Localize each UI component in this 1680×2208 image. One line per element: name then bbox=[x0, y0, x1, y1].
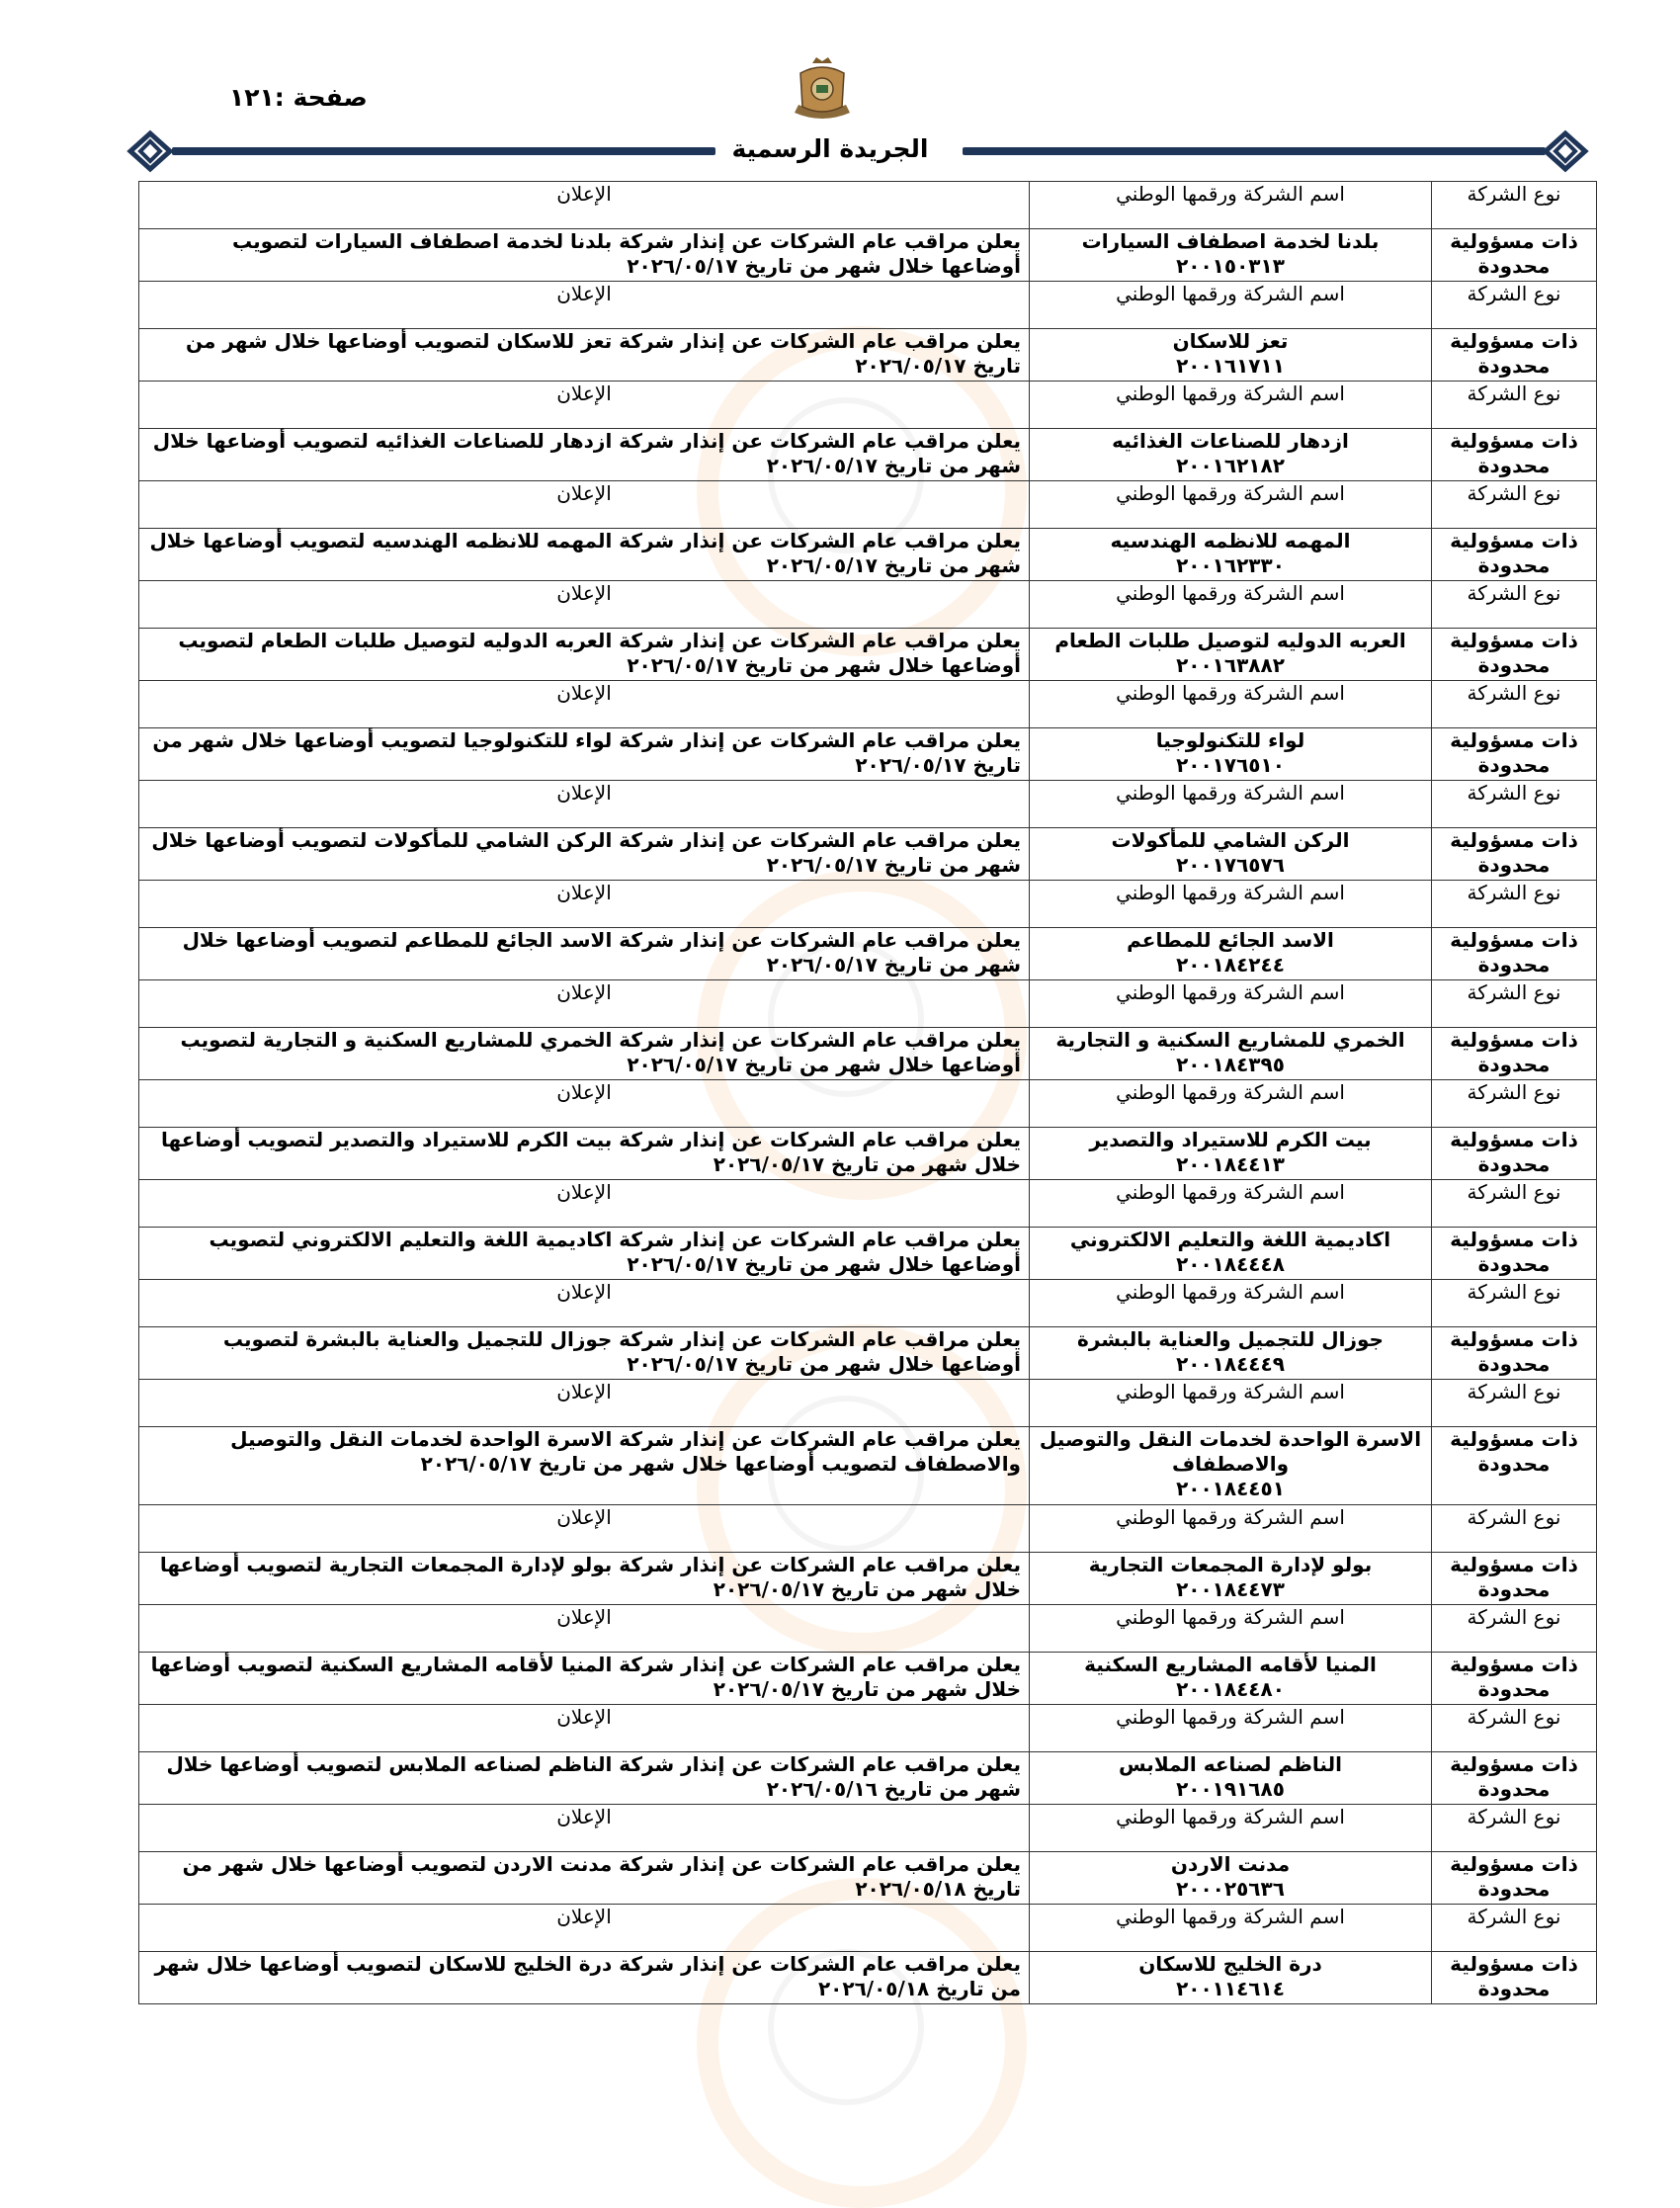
column-header-name: اسم الشركة ورقمها الوطني bbox=[1030, 881, 1432, 928]
column-header-announcement: الإعلان bbox=[139, 1705, 1030, 1752]
column-header-type: نوع الشركة bbox=[1432, 980, 1597, 1028]
column-header-type: نوع الشركة bbox=[1432, 1905, 1597, 1952]
company-name: المهمه للانظمه الهندسيه bbox=[1110, 529, 1351, 552]
column-header-announcement: الإعلان bbox=[139, 382, 1030, 429]
company-name: درة الخليج للاسكان bbox=[1138, 1952, 1322, 1976]
table-row bbox=[139, 1553, 1597, 1605]
company-type: ذات مسؤولية محدودة bbox=[1432, 1028, 1597, 1080]
table-row bbox=[139, 629, 1597, 681]
company-name-cell bbox=[1030, 828, 1432, 881]
table-row bbox=[139, 1427, 1597, 1505]
company-name: بلدنا لخدمة اصطفاف السيارات bbox=[1081, 229, 1380, 253]
company-national-id: ٢٠٠١٧٦٥١٠ bbox=[1176, 753, 1285, 777]
column-header-row bbox=[139, 881, 1597, 928]
company-type: ذات مسؤولية محدودة bbox=[1432, 1128, 1597, 1180]
column-header-type: نوع الشركة bbox=[1432, 1605, 1597, 1653]
table-row bbox=[139, 1327, 1597, 1380]
announcement-text: يعلن مراقب عام الشركات عن إنذار شركة بولو لإدارة المجمعات التجارية لتصويب أوضاعها خلال شهر من تاريخ ٢٠٢٦/٠٥/١٧ bbox=[139, 1553, 1030, 1605]
column-header-row bbox=[139, 581, 1597, 629]
company-name-cell bbox=[1030, 728, 1432, 781]
company-name: تعز للاسكان bbox=[1172, 329, 1289, 353]
column-header-announcement: الإعلان bbox=[139, 581, 1030, 629]
announcement-text: يعلن مراقب عام الشركات عن إنذار شركة العربه الدوليه لتوصيل طلبات الطعام لتصويب أوضاعها خلال شهر من تاريخ ٢٠٢٦/٠٥/١٧ bbox=[139, 629, 1030, 681]
column-header-type: نوع الشركة bbox=[1432, 182, 1597, 229]
column-header-row bbox=[139, 1280, 1597, 1327]
header-rule-right bbox=[963, 147, 1546, 155]
company-name: بولو لإدارة المجمعات التجارية bbox=[1088, 1553, 1373, 1576]
company-type: ذات مسؤولية محدودة bbox=[1432, 1852, 1597, 1905]
company-type: ذات مسؤولية محدودة bbox=[1432, 629, 1597, 681]
company-name: المنيا لأقامه المشاريع السكنية bbox=[1084, 1653, 1377, 1676]
column-header-type: نوع الشركة bbox=[1432, 1805, 1597, 1852]
column-header-name: اسم الشركة ورقمها الوطني bbox=[1030, 382, 1432, 429]
announcement-text: يعلن مراقب عام الشركات عن إنذار شركة الاسد الجائع للمطاعم لتصويب أوضاعها خلال شهر من تاريخ ٢٠٢٦/٠٥/١٧ bbox=[139, 928, 1030, 980]
company-name-cell bbox=[1030, 1028, 1432, 1080]
column-header-row bbox=[139, 1705, 1597, 1752]
header-rule-left bbox=[172, 147, 715, 155]
column-header-type: نوع الشركة bbox=[1432, 1080, 1597, 1128]
column-header-type: نوع الشركة bbox=[1432, 881, 1597, 928]
announcement-text: يعلن مراقب عام الشركات عن إنذار شركة تعز للاسكان لتصويب أوضاعها خلال شهر من تاريخ ٢٠٢٦/٠٥/١٧ bbox=[139, 329, 1030, 382]
company-national-id: ٢٠٠١٦٢٣٣٠ bbox=[1176, 553, 1285, 577]
company-name: الناظم لصناعه الملابس bbox=[1119, 1752, 1342, 1776]
company-type: ذات مسؤولية محدودة bbox=[1432, 429, 1597, 481]
column-header-row bbox=[139, 1805, 1597, 1852]
column-header-row bbox=[139, 1080, 1597, 1128]
column-header-row bbox=[139, 481, 1597, 529]
table-row bbox=[139, 1852, 1597, 1905]
announcement-text: يعلن مراقب عام الشركات عن إنذار شركة المهمه للانظمه الهندسيه لتصويب أوضاعها خلال شهر من تاريخ ٢٠٢٦/٠٥/١٧ bbox=[139, 529, 1030, 581]
company-name: مدنت الاردن bbox=[1170, 1852, 1291, 1876]
company-type: ذات مسؤولية محدودة bbox=[1432, 1228, 1597, 1280]
company-name-cell bbox=[1030, 1228, 1432, 1280]
column-header-row bbox=[139, 382, 1597, 429]
gazette-title: الجريدة الرسمية bbox=[731, 134, 929, 163]
column-header-type: نوع الشركة bbox=[1432, 282, 1597, 329]
company-type: ذات مسؤولية محدودة bbox=[1432, 529, 1597, 581]
company-national-id: ٢٠٠١٨٤٣٩٥ bbox=[1176, 1053, 1285, 1076]
column-header-announcement: الإعلان bbox=[139, 1605, 1030, 1653]
company-name-cell bbox=[1030, 529, 1432, 581]
column-header-name: اسم الشركة ورقمها الوطني bbox=[1030, 1080, 1432, 1128]
column-header-name: اسم الشركة ورقمها الوطني bbox=[1030, 182, 1432, 229]
company-national-id: ٢٠٠١٨٤٤٤٨ bbox=[1176, 1252, 1285, 1276]
column-header-name: اسم الشركة ورقمها الوطني bbox=[1030, 1380, 1432, 1427]
company-name-cell bbox=[1030, 928, 1432, 980]
announcement-text: يعلن مراقب عام الشركات عن إنذار شركة لواء للتكنولوجيا لتصويب أوضاعها خلال شهر من تاريخ ٢٠٢٦/٠٥/١٧ bbox=[139, 728, 1030, 781]
column-header-name: اسم الشركة ورقمها الوطني bbox=[1030, 1905, 1432, 1952]
column-header-name: اسم الشركة ورقمها الوطني bbox=[1030, 1705, 1432, 1752]
column-header-row bbox=[139, 681, 1597, 728]
knot-ornament-icon bbox=[1542, 129, 1589, 173]
company-national-id: ٢٠٠١٨٤٤١٣ bbox=[1176, 1152, 1285, 1176]
column-header-type: نوع الشركة bbox=[1432, 481, 1597, 529]
column-header-name: اسم الشركة ورقمها الوطني bbox=[1030, 1605, 1432, 1653]
column-header-name: اسم الشركة ورقمها الوطني bbox=[1030, 1280, 1432, 1327]
company-type: ذات مسؤولية محدودة bbox=[1432, 828, 1597, 881]
table-row bbox=[139, 1028, 1597, 1080]
column-header-name: اسم الشركة ورقمها الوطني bbox=[1030, 1805, 1432, 1852]
company-national-id: ٢٠٠١٦١٧١١ bbox=[1176, 354, 1285, 378]
column-header-type: نوع الشركة bbox=[1432, 1380, 1597, 1427]
page-number: صفحة :١٢١ bbox=[229, 83, 368, 112]
column-header-row bbox=[139, 1905, 1597, 1952]
announcement-text: يعلن مراقب عام الشركات عن إنذار شركة بلدنا لخدمة اصطفاف السيارات لتصويب أوضاعها خلال شهر من تاريخ ٢٠٢٦/٠٥/١٧ bbox=[139, 229, 1030, 282]
column-header-type: نوع الشركة bbox=[1432, 1280, 1597, 1327]
column-header-name: اسم الشركة ورقمها الوطني bbox=[1030, 581, 1432, 629]
jordan-royal-emblem-icon bbox=[787, 55, 858, 125]
company-type: ذات مسؤولية محدودة bbox=[1432, 1427, 1597, 1505]
column-header-row bbox=[139, 182, 1597, 229]
company-name-cell bbox=[1030, 1128, 1432, 1180]
column-header-announcement: الإعلان bbox=[139, 1805, 1030, 1852]
column-header-name: اسم الشركة ورقمها الوطني bbox=[1030, 282, 1432, 329]
company-type: ذات مسؤولية محدودة bbox=[1432, 1752, 1597, 1805]
company-national-id: ٢٠٠١٨٤٤٥١ bbox=[1176, 1477, 1285, 1500]
company-name: بيت الكرم للاستيراد والتصدير bbox=[1089, 1128, 1372, 1151]
company-name: الخمري للمشاريع السكنية و التجارية bbox=[1055, 1028, 1405, 1052]
column-header-announcement: الإعلان bbox=[139, 681, 1030, 728]
company-name-cell bbox=[1030, 229, 1432, 282]
table-row bbox=[139, 728, 1597, 781]
column-header-type: نوع الشركة bbox=[1432, 781, 1597, 828]
column-header-name: اسم الشركة ورقمها الوطني bbox=[1030, 1180, 1432, 1228]
announcement-text: يعلن مراقب عام الشركات عن إنذار شركة الاسرة الواحدة لخدمات النقل والتوصيل والاصطفاف لتصويب أوضاعها خلال شهر من تاريخ ٢٠٢٦/٠٥/١٧ bbox=[139, 1427, 1030, 1505]
table-row bbox=[139, 1128, 1597, 1180]
table-row bbox=[139, 928, 1597, 980]
column-header-announcement: الإعلان bbox=[139, 1905, 1030, 1952]
company-name: الاسد الجائع للمطاعم bbox=[1127, 928, 1334, 952]
column-header-type: نوع الشركة bbox=[1432, 681, 1597, 728]
company-name: اكاديمية اللغة والتعليم الالكتروني bbox=[1069, 1228, 1391, 1251]
column-header-announcement: الإعلان bbox=[139, 1180, 1030, 1228]
column-header-announcement: الإعلان bbox=[139, 881, 1030, 928]
column-header-name: اسم الشركة ورقمها الوطني bbox=[1030, 980, 1432, 1028]
company-name: الركن الشامي للمأكولات bbox=[1111, 828, 1350, 852]
company-type: ذات مسؤولية محدودة bbox=[1432, 229, 1597, 282]
company-type: ذات مسؤولية محدودة bbox=[1432, 728, 1597, 781]
company-national-id: ٢٠٠١٨٤٢٤٤ bbox=[1176, 953, 1285, 977]
announcement-text: يعلن مراقب عام الشركات عن إنذار شركة جوزال للتجميل والعناية بالبشرة لتصويب أوضاعها خلال شهر من تاريخ ٢٠٢٦/٠٥/١٧ bbox=[139, 1327, 1030, 1380]
company-national-id: ٢٠٠١٥٠٣١٣ bbox=[1176, 254, 1285, 278]
company-national-id: ٢٠٠٠٢٥٦٣٦ bbox=[1176, 1877, 1285, 1901]
table-row bbox=[139, 529, 1597, 581]
company-name-cell bbox=[1030, 1327, 1432, 1380]
table-row bbox=[139, 1952, 1597, 2004]
company-name: ازدهار للصناعات الغذائيه bbox=[1112, 429, 1349, 453]
company-name: لواء للتكنولوجيا bbox=[1155, 728, 1305, 752]
column-header-announcement: الإعلان bbox=[139, 1080, 1030, 1128]
company-name-cell bbox=[1030, 629, 1432, 681]
announcement-text: يعلن مراقب عام الشركات عن إنذار شركة بيت الكرم للاستيراد والتصدير لتصويب أوضاعها خلال شهر من تاريخ ٢٠٢٦/٠٥/١٧ bbox=[139, 1128, 1030, 1180]
column-header-row bbox=[139, 1605, 1597, 1653]
column-header-type: نوع الشركة bbox=[1432, 1180, 1597, 1228]
company-name: العربه الدوليه لتوصيل طلبات الطعام bbox=[1054, 629, 1406, 652]
company-name-cell bbox=[1030, 1553, 1432, 1605]
company-name-cell bbox=[1030, 1752, 1432, 1805]
column-header-announcement: الإعلان bbox=[139, 1505, 1030, 1553]
table-row bbox=[139, 229, 1597, 282]
column-header-name: اسم الشركة ورقمها الوطني bbox=[1030, 481, 1432, 529]
company-type: ذات مسؤولية محدودة bbox=[1432, 1653, 1597, 1705]
announcement-text: يعلن مراقب عام الشركات عن إنذار شركة المنيا لأقامه المشاريع السكنية لتصويب أوضاعها خلال شهر من تاريخ ٢٠٢٦/٠٥/١٧ bbox=[139, 1653, 1030, 1705]
table-row bbox=[139, 1228, 1597, 1280]
table-row bbox=[139, 1752, 1597, 1805]
company-national-id: ٢٠٠١٦٢١٨٢ bbox=[1176, 454, 1285, 477]
announcement-text: يعلن مراقب عام الشركات عن إنذار شركة ازدهار للصناعات الغذائيه لتصويب أوضاعها خلال شهر من تاريخ ٢٠٢٦/٠٥/١٧ bbox=[139, 429, 1030, 481]
column-header-type: نوع الشركة bbox=[1432, 1705, 1597, 1752]
company-type: ذات مسؤولية محدودة bbox=[1432, 329, 1597, 382]
company-type: ذات مسؤولية محدودة bbox=[1432, 1327, 1597, 1380]
column-header-type: نوع الشركة bbox=[1432, 382, 1597, 429]
company-national-id: ٢٠٠١٨٤٤٧٣ bbox=[1176, 1577, 1285, 1601]
table-row bbox=[139, 429, 1597, 481]
table-row bbox=[139, 1653, 1597, 1705]
knot-ornament-icon bbox=[126, 129, 174, 173]
announcement-text: يعلن مراقب عام الشركات عن إنذار شركة الخمري للمشاريع السكنية و التجارية لتصويب أوضاعها خلال شهر من تاريخ ٢٠٢٦/٠٥/١٧ bbox=[139, 1028, 1030, 1080]
column-header-announcement: الإعلان bbox=[139, 481, 1030, 529]
company-name-cell bbox=[1030, 429, 1432, 481]
column-header-name: اسم الشركة ورقمها الوطني bbox=[1030, 681, 1432, 728]
company-name-cell bbox=[1030, 1852, 1432, 1905]
company-notices-table bbox=[138, 181, 1597, 2004]
company-national-id: ٢٠٠١٧٦٥٧٦ bbox=[1176, 853, 1285, 877]
company-name: جوزال للتجميل والعناية بالبشرة bbox=[1077, 1327, 1384, 1351]
table-row bbox=[139, 828, 1597, 881]
company-national-id: ٢٠٠١٦٣٨٨٢ bbox=[1176, 653, 1285, 677]
column-header-announcement: الإعلان bbox=[139, 1380, 1030, 1427]
column-header-announcement: الإعلان bbox=[139, 182, 1030, 229]
company-type: ذات مسؤولية محدودة bbox=[1432, 1952, 1597, 2004]
column-header-row bbox=[139, 1180, 1597, 1228]
column-header-announcement: الإعلان bbox=[139, 980, 1030, 1028]
column-header-row bbox=[139, 781, 1597, 828]
company-name: الاسرة الواحدة لخدمات النقل والتوصيل والاصطفاف bbox=[1039, 1427, 1422, 1476]
announcement-text: يعلن مراقب عام الشركات عن إنذار شركة الركن الشامي للمأكولات لتصويب أوضاعها خلال شهر من تاريخ ٢٠٢٦/٠٥/١٧ bbox=[139, 828, 1030, 881]
column-header-announcement: الإعلان bbox=[139, 282, 1030, 329]
company-type: ذات مسؤولية محدودة bbox=[1432, 1553, 1597, 1605]
column-header-announcement: الإعلان bbox=[139, 1280, 1030, 1327]
column-header-row bbox=[139, 1380, 1597, 1427]
column-header-announcement: الإعلان bbox=[139, 781, 1030, 828]
company-name-cell bbox=[1030, 1653, 1432, 1705]
column-header-row bbox=[139, 980, 1597, 1028]
column-header-name: اسم الشركة ورقمها الوطني bbox=[1030, 781, 1432, 828]
table-row bbox=[139, 329, 1597, 382]
company-national-id: ٢٠٠١٨٤٤٤٩ bbox=[1176, 1352, 1285, 1376]
column-header-name: اسم الشركة ورقمها الوطني bbox=[1030, 1505, 1432, 1553]
announcement-text: يعلن مراقب عام الشركات عن إنذار شركة درة الخليج للاسكان لتصويب أوضاعها خلال شهر من تاريخ ٢٠٢٦/٠٥/١٨ bbox=[139, 1952, 1030, 2004]
column-header-type: نوع الشركة bbox=[1432, 581, 1597, 629]
company-name-cell bbox=[1030, 329, 1432, 382]
column-header-row bbox=[139, 1505, 1597, 1553]
company-name-cell bbox=[1030, 1427, 1432, 1505]
announcement-text: يعلن مراقب عام الشركات عن إنذار شركة مدنت الاردن لتصويب أوضاعها خلال شهر من تاريخ ٢٠٢٦/٠٥/١٨ bbox=[139, 1852, 1030, 1905]
column-header-type: نوع الشركة bbox=[1432, 1505, 1597, 1553]
announcement-text: يعلن مراقب عام الشركات عن إنذار شركة الناظم لصناعه الملابس لتصويب أوضاعها خلال شهر من تاريخ ٢٠٢٦/٠٥/١٦ bbox=[139, 1752, 1030, 1805]
company-type: ذات مسؤولية محدودة bbox=[1432, 928, 1597, 980]
company-name-cell bbox=[1030, 1952, 1432, 2004]
column-header-row bbox=[139, 282, 1597, 329]
announcement-text: يعلن مراقب عام الشركات عن إنذار شركة اكاديمية اللغة والتعليم الالكتروني لتصويب أوضاعها خلال شهر من تاريخ ٢٠٢٦/٠٥/١٧ bbox=[139, 1228, 1030, 1280]
company-national-id: ٢٠٠١٨٤٤٨٠ bbox=[1176, 1677, 1285, 1701]
company-national-id: ٢٠٠١١٤٦١٤ bbox=[1176, 1977, 1285, 2000]
company-national-id: ٢٠٠١٩١٦٨٥ bbox=[1176, 1777, 1285, 1801]
